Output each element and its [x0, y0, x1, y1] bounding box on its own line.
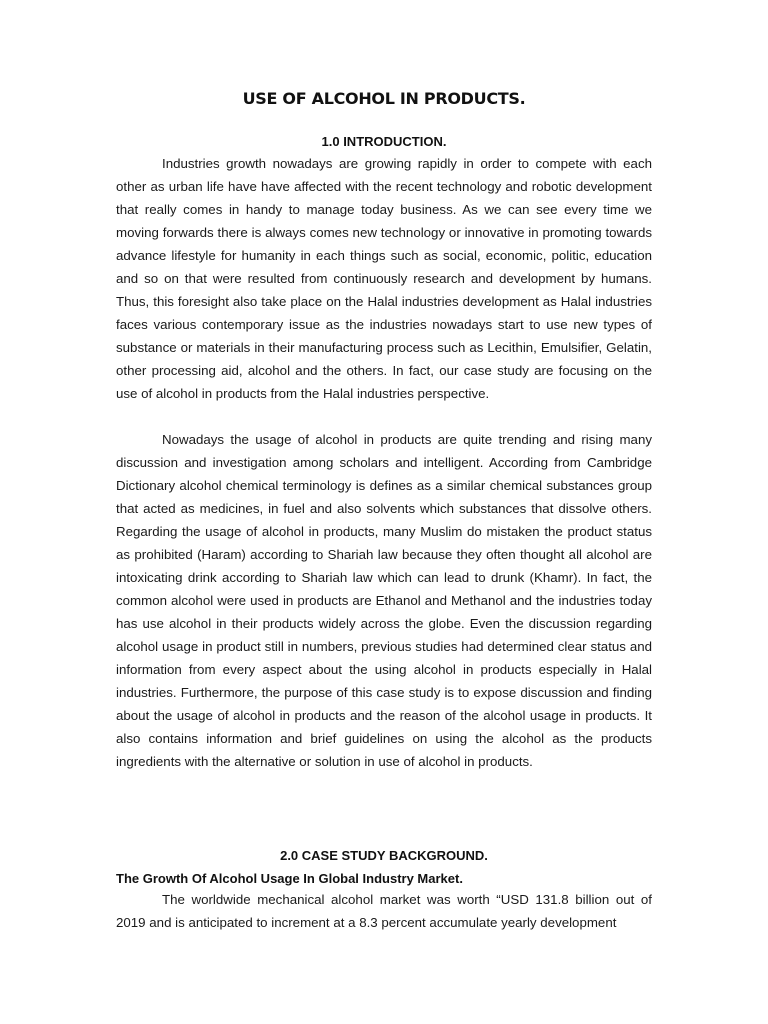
- document-title: USE OF ALCOHOL IN PRODUCTS.: [242, 89, 526, 108]
- case-study-paragraph-1: The worldwide mechanical alcohol market was worth “USD 131.8 billion out of 2019 and is anticipated to increment at a 8.3 percent accumulate yearly development: [116, 892, 652, 930]
- section-heading-introduction: 1.0 INTRODUCTION.: [321, 134, 447, 149]
- introduction-paragraph-2: Nowadays the usage of alcohol in products are quite trending and rising many discussion and investigation among scholars and intelligent. According from Cambridge Dictionary alcohol chemical terminology is defines as a similar chemical substances group that acted as medicines, in fuel and also solvents which substances that dissolve others. Regarding the usage of alcohol in products, many Muslim do mistaken the product status as prohibited (Haram) according to Shariah law because they often thought all alcohol are intoxicating drink according to Shariah law which can lead to drunk (Khamr). In fact, the common alcohol were used in products are Ethanol and Methanol and the industries today has use alcohol in their products widely across the globe. Even the discussion regarding alcohol usage in product still in numbers, previous studies had determined clear status and information from every aspect about the using alcohol in products especially in Halal industries. Furthermore, the purpose of this case study is to expose discussion and finding about the usage of alcohol in products and the reason of the alcohol usage in products. It also contains information and brief guidelines on using the alcohol as the products ingredients with the alternative or solution in use of alcohol in products.: [116, 432, 652, 769]
- subheading-alcohol-usage-growth: The Growth Of Alcohol Usage In Global Industry Market.: [116, 871, 463, 886]
- introduction-paragraph-1: Industries growth nowadays are growing rapidly in order to compete with each other as urban life have have affected with the recent technology and robotic development that really comes in handy to manage today business. As we can see every time we moving forwards there is always comes new technology or innovative in promoting towards advance lifestyle for humanity in each things such as social, economic, politic, education and so on that were resulted from continuously research and development by humans. Thus, this foresight also take place on the Halal industries development as Halal industries faces various contemporary issue as the industries nowadays start to use new types of substance or materials in their manufacturing process such as Lecithin, Emulsifier, Gelatin, other processing aid, alcohol and the others. In fact, our case study are focusing on the use of alcohol in products from the Halal industries perspective.: [116, 156, 652, 401]
- section-heading-case-study-background: 2.0 CASE STUDY BACKGROUND.: [280, 848, 488, 863]
